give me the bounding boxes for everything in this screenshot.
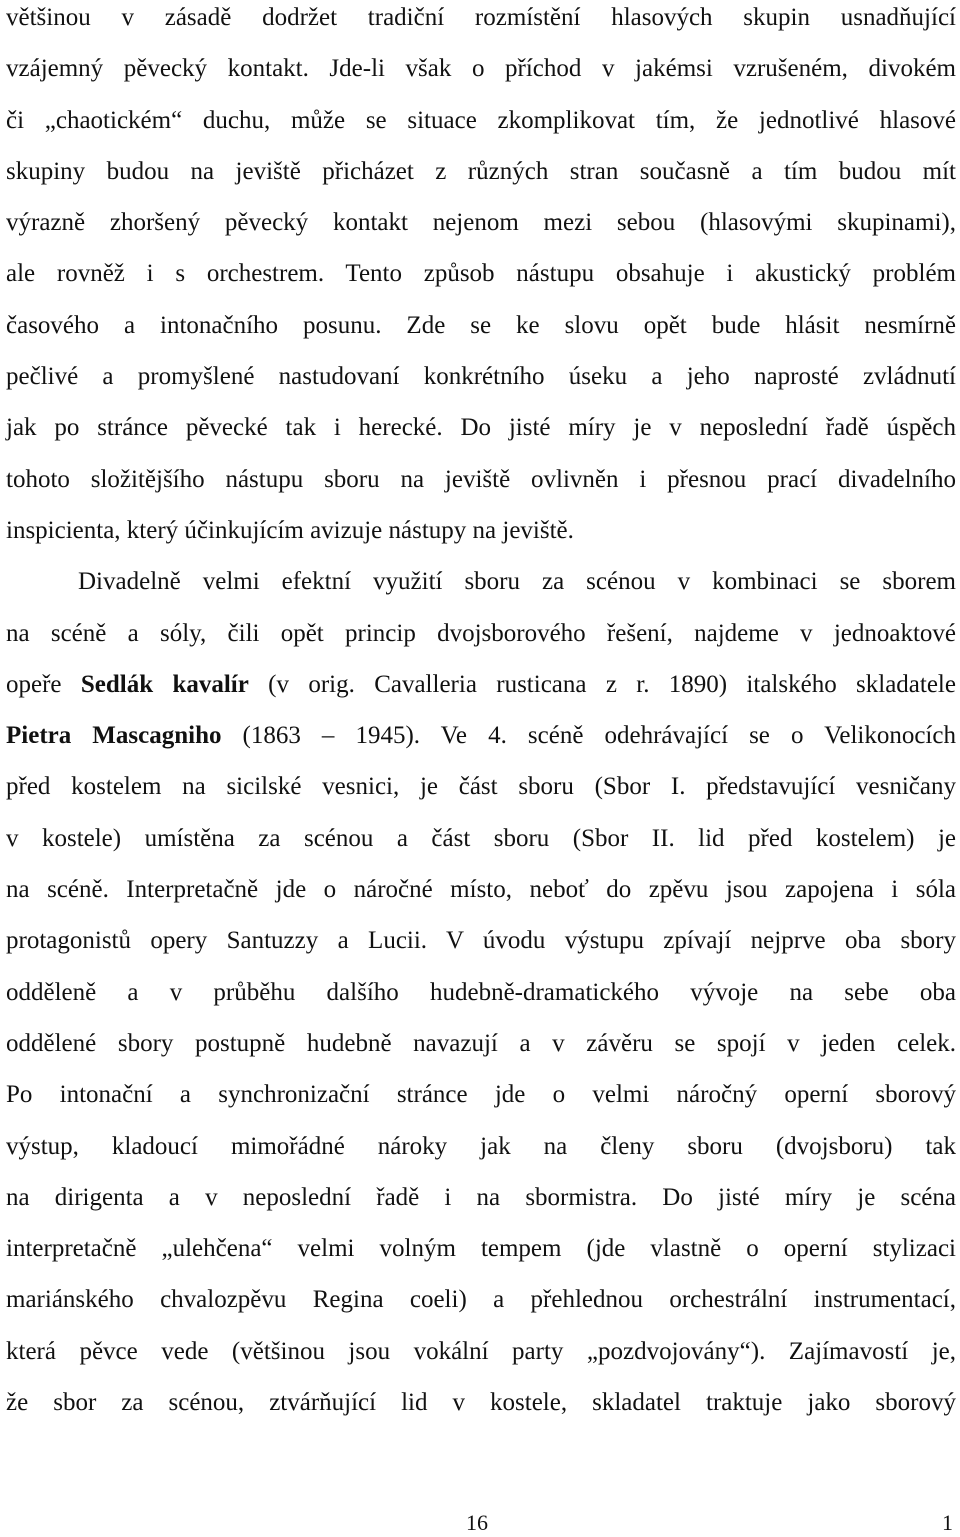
text-run: (v orig. Cavalleria rusticana z r. 1890) italského skladatele	[248, 670, 956, 698]
page-number: 16	[466, 1510, 488, 1535]
paragraph-1-last-line: inspicienta, který účinkujícím avizuje nástupy na jeviště.	[6, 516, 574, 544]
text-run: opeře	[6, 670, 81, 698]
paragraph-2-line: na scéně. Interpretačně jde o náročné místo, neboť do zpěvu jsou zapojena i sóla	[6, 876, 956, 904]
paragraph-1-line: výrazně zhoršený pěvecký kontakt nejenom mezi sebou (hlasovými skupinami),	[6, 209, 956, 237]
paragraph-1-line: časového a intonačního posunu. Zde se ke slovu opět bude hlásit nesmírně	[6, 311, 956, 339]
paragraph-2-line-with-composer-name	[6, 710, 956, 761]
paragraph-2-line: mariánského chvalozpěvu Regina coeli) a přehlednou orchestrální instrumentací,	[6, 1286, 956, 1314]
paragraph-2-line: Po intonační a synchronizační stránce jde o velmi náročný operní sborový	[6, 1081, 956, 1109]
paragraph-2-line: interpretačně „ulehčena“ velmi volným tempem (jde vlastně o operní stylizaci	[6, 1235, 956, 1263]
paragraph-2-line: oddělené sbory postupně hudebně navazují a v závěru se spojí v jeden celek.	[6, 1029, 956, 1057]
paragraph-1-line: jak po stránce pěvecké tak i herecké. Do jisté míry je v neposlední řadě úspěch	[6, 414, 956, 442]
paragraph-2-line: na scéně a sóly, čili opět princip dvojsborového řešení, najdeme v jednoaktové	[6, 619, 956, 647]
paragraph-1-line: většinou v zásadě dodržet tradiční rozmístění hlasových skupin usnadňující	[6, 4, 956, 31]
composer-name: Pietra Mascagniho	[6, 722, 222, 750]
paragraph-1-line: tohoto složitějšího nástupu sboru na jeviště ovlivněn i přesnou prací divadelního	[6, 465, 956, 493]
paragraph-2-line: protagonistů opery Santuzzy a Lucii. V úvodu výstupu zpívají nejprve oba sbory	[6, 927, 956, 955]
paragraph-2-line: odděleně a v průběhu dalšího hudebně-dramatického vývoje na sebe oba	[6, 978, 956, 1006]
paragraph-1-line: skupiny budou na jeviště přicházet z různých stran současně a tím budou mít	[6, 157, 956, 185]
paragraph-2-first-line: Divadelně velmi efektní využití sboru za scénou v kombinaci se sborem	[78, 568, 956, 596]
paragraph-2-line: která pěvce vede (většinou jsou vokální party „pozdvojovány“). Zajímavostí je,	[6, 1337, 956, 1365]
paragraph-2-line-with-opera-title	[6, 659, 956, 710]
body-text	[6, 0, 956, 1428]
paragraph-1-line: či „chaotickém“ duchu, může se situace zkomplikovat tím, že jednotlivé hlasové	[6, 106, 956, 134]
paragraph-1-line: pečlivé a promyšlené nastudovaní konkrétního úseku a jeho naprosté zvládnutí	[6, 363, 956, 391]
paragraph-1-line: ale rovněž i s orchestrem. Tento způsob nástupu obsahuje i akustický problém	[6, 260, 956, 288]
paragraph-2-line: že sbor za scénou, ztvárňující lid v kostele, skladatel traktuje jako sborový	[6, 1389, 956, 1417]
paragraph-2-line: na dirigenta a v neposlední řadě i na sbormistra. Do jisté míry je scéna	[6, 1183, 956, 1211]
paragraph-2-line: před kostelem na sicilské vesnici, je část sboru (Sbor I. představující vesničany	[6, 773, 956, 801]
paragraph-1-line: vzájemný pěvecký kontakt. Jde-li však o příchod v jakémsi vzrušeném, divokém	[6, 55, 956, 83]
paragraph-2-line: v kostele) umístěna za scénou a část sboru (Sbor II. lid před kostelem) je	[6, 824, 956, 852]
side-number: 1	[942, 1510, 953, 1535]
opera-title: Sedlák kavalír	[80, 670, 249, 698]
paragraph-2-line: výstup, kladoucí mimořádné nároky jak na členy sboru (dvojsboru) tak	[6, 1132, 956, 1160]
text-run: (1863 – 1945). Ve 4. scéně odehrávající se o Velikonocích	[221, 722, 956, 750]
